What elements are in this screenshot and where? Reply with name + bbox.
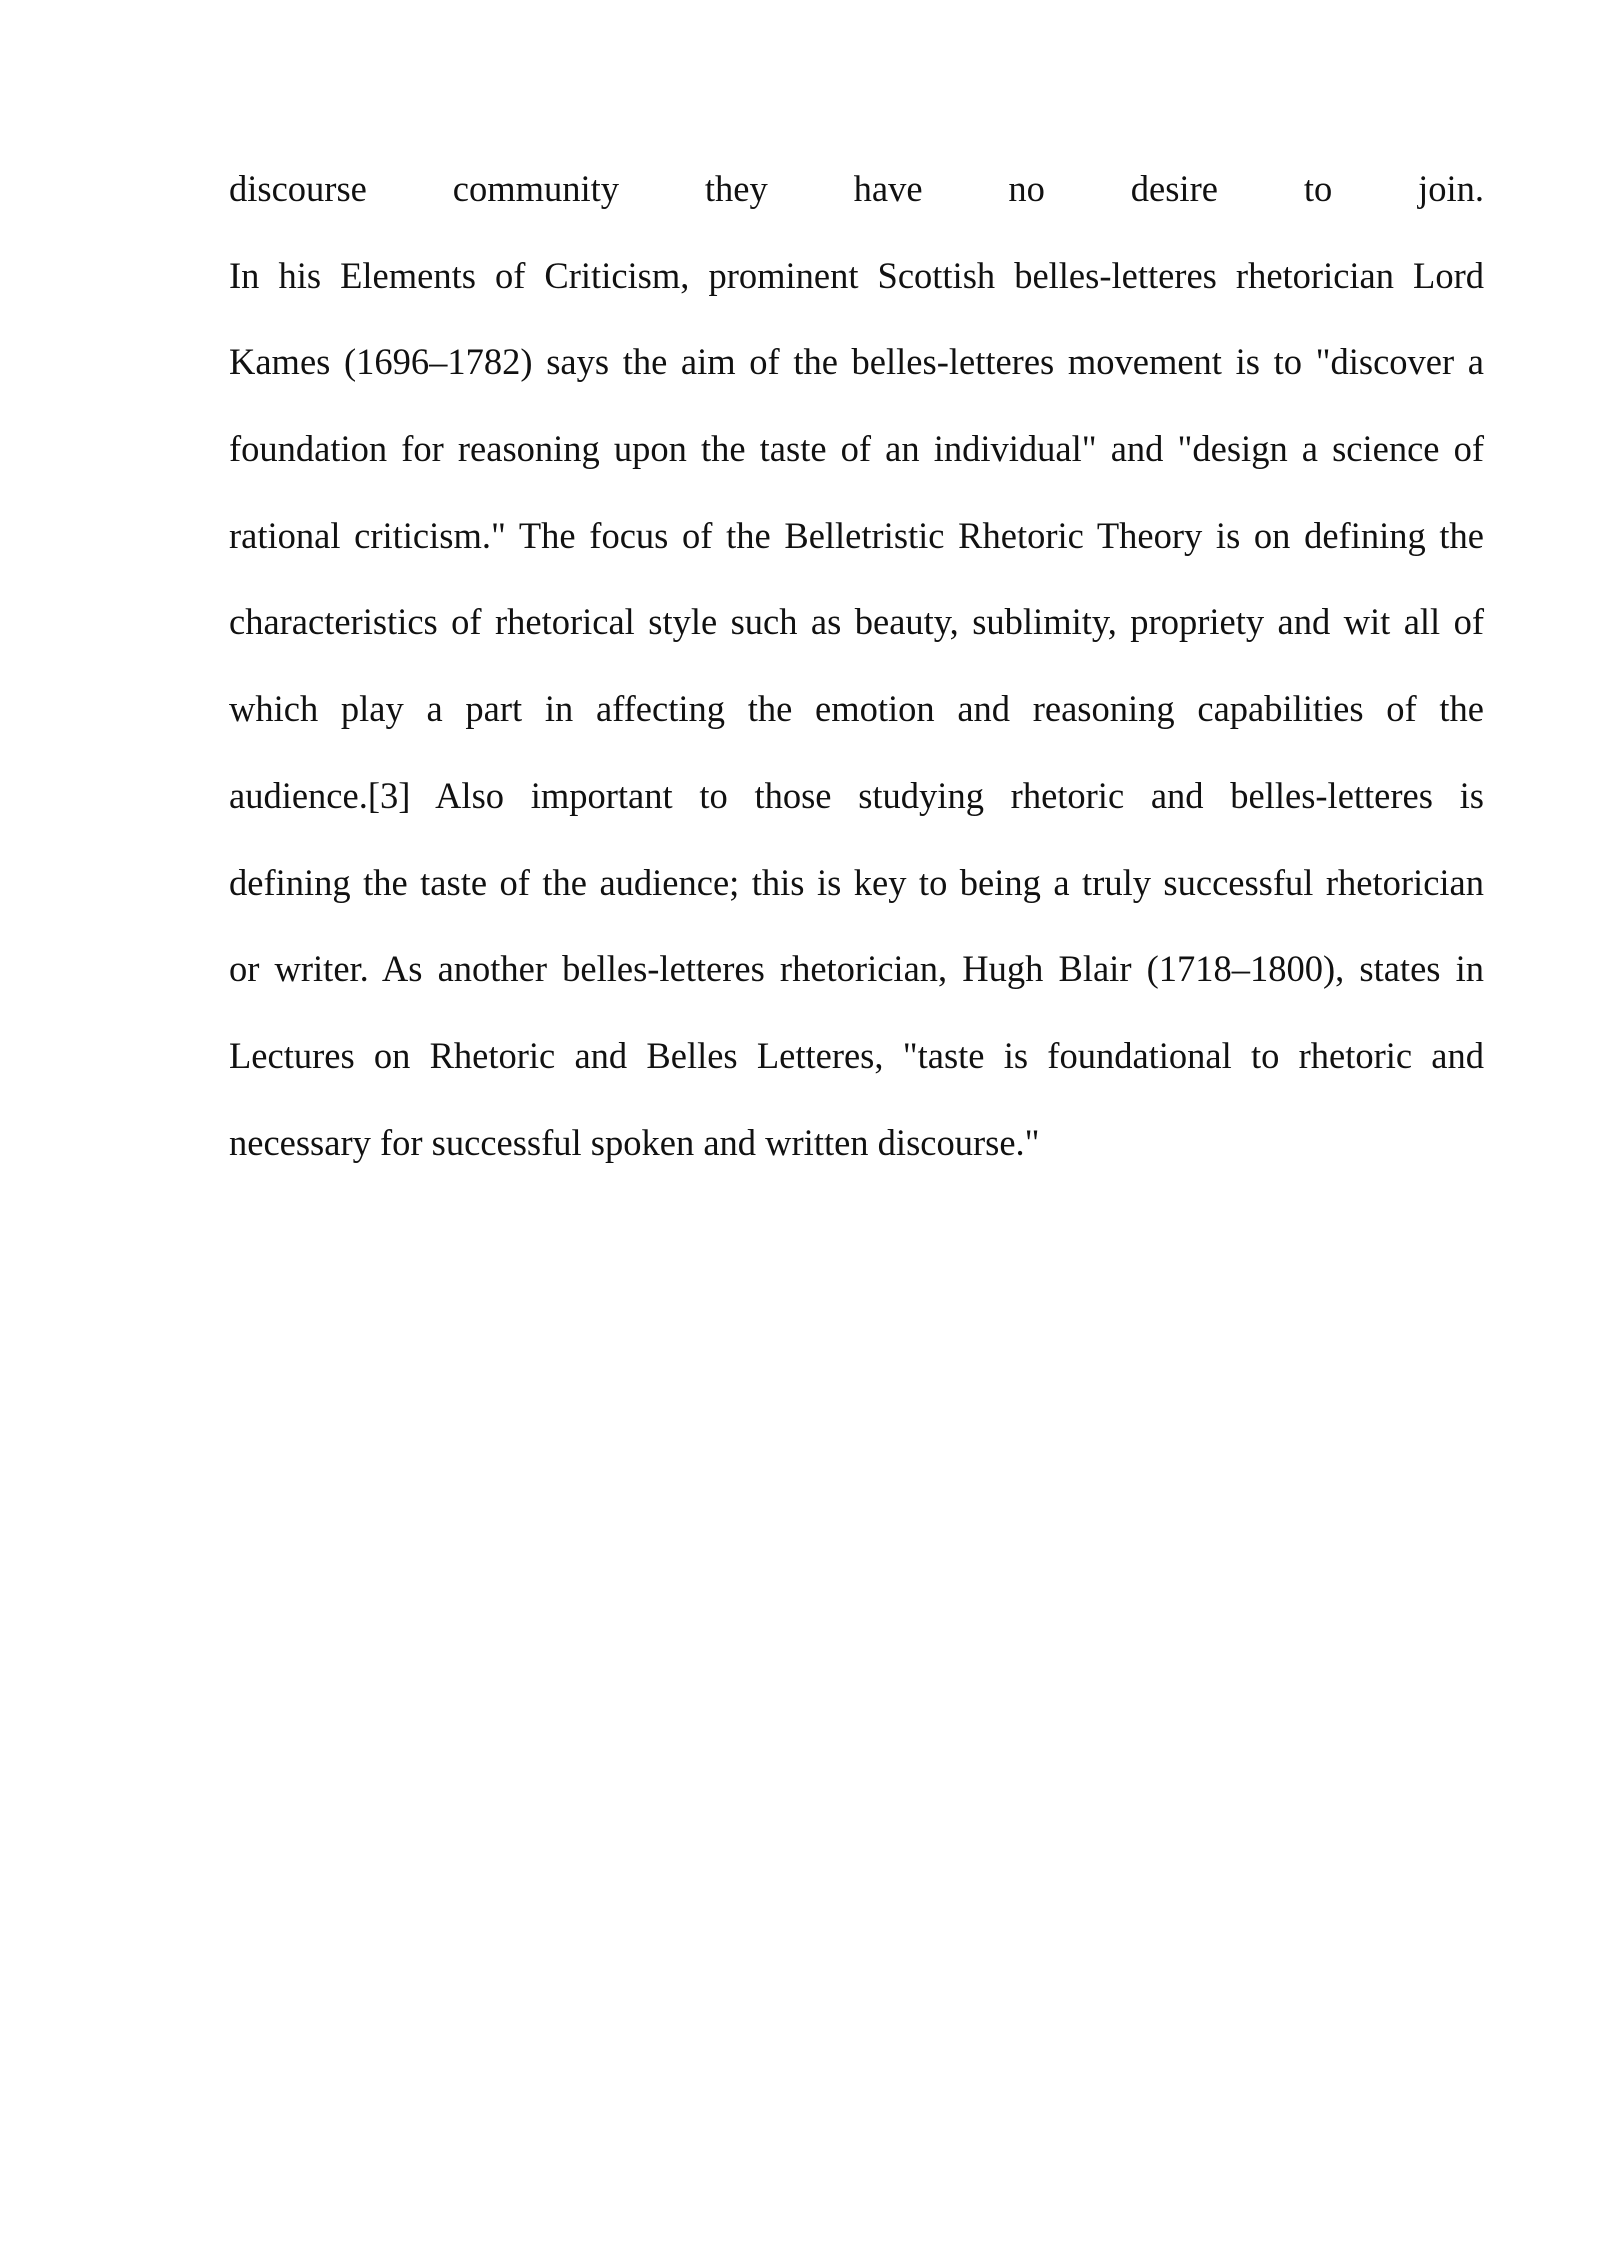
text-line: characteristics of rhetorical style such as beauty, sublimity, propriety and wit all of [229, 601, 1484, 643]
text-line: or writer. As another belles-letteres rhetorician, Hugh Blair (1718–1800), states in [229, 948, 1484, 990]
text-line: Kames (1696–1782) says the aim of the belles-letteres movement is to "discover a [229, 341, 1484, 383]
text-line: Lectures on Rhetoric and Belles Letteres, "taste is foundational to rhetoric and [229, 1034, 1484, 1076]
text-line: discourse community they have no desire to join. [229, 168, 1484, 209]
text-line: audience.[3] Also important to those studying rhetoric and belles-letteres is [229, 774, 1484, 816]
text-line: defining the taste of the audience; this is key to being a truly successful rhetorician [229, 861, 1484, 903]
text-line: In his Elements of Criticism, prominent Scottish belles-letteres rhetorician Lord [229, 254, 1484, 296]
body-text [229, 146, 1484, 1186]
text-line: which play a part in affecting the emotion and reasoning capabilities of the [229, 688, 1484, 730]
text-line: rational criticism." The focus of the Belletristic Rhetoric Theory is on defining the [229, 514, 1484, 556]
text-line: necessary for successful spoken and written discourse." [229, 1121, 1040, 1163]
text-line: foundation for reasoning upon the taste of an individual" and "design a science of [229, 428, 1484, 470]
